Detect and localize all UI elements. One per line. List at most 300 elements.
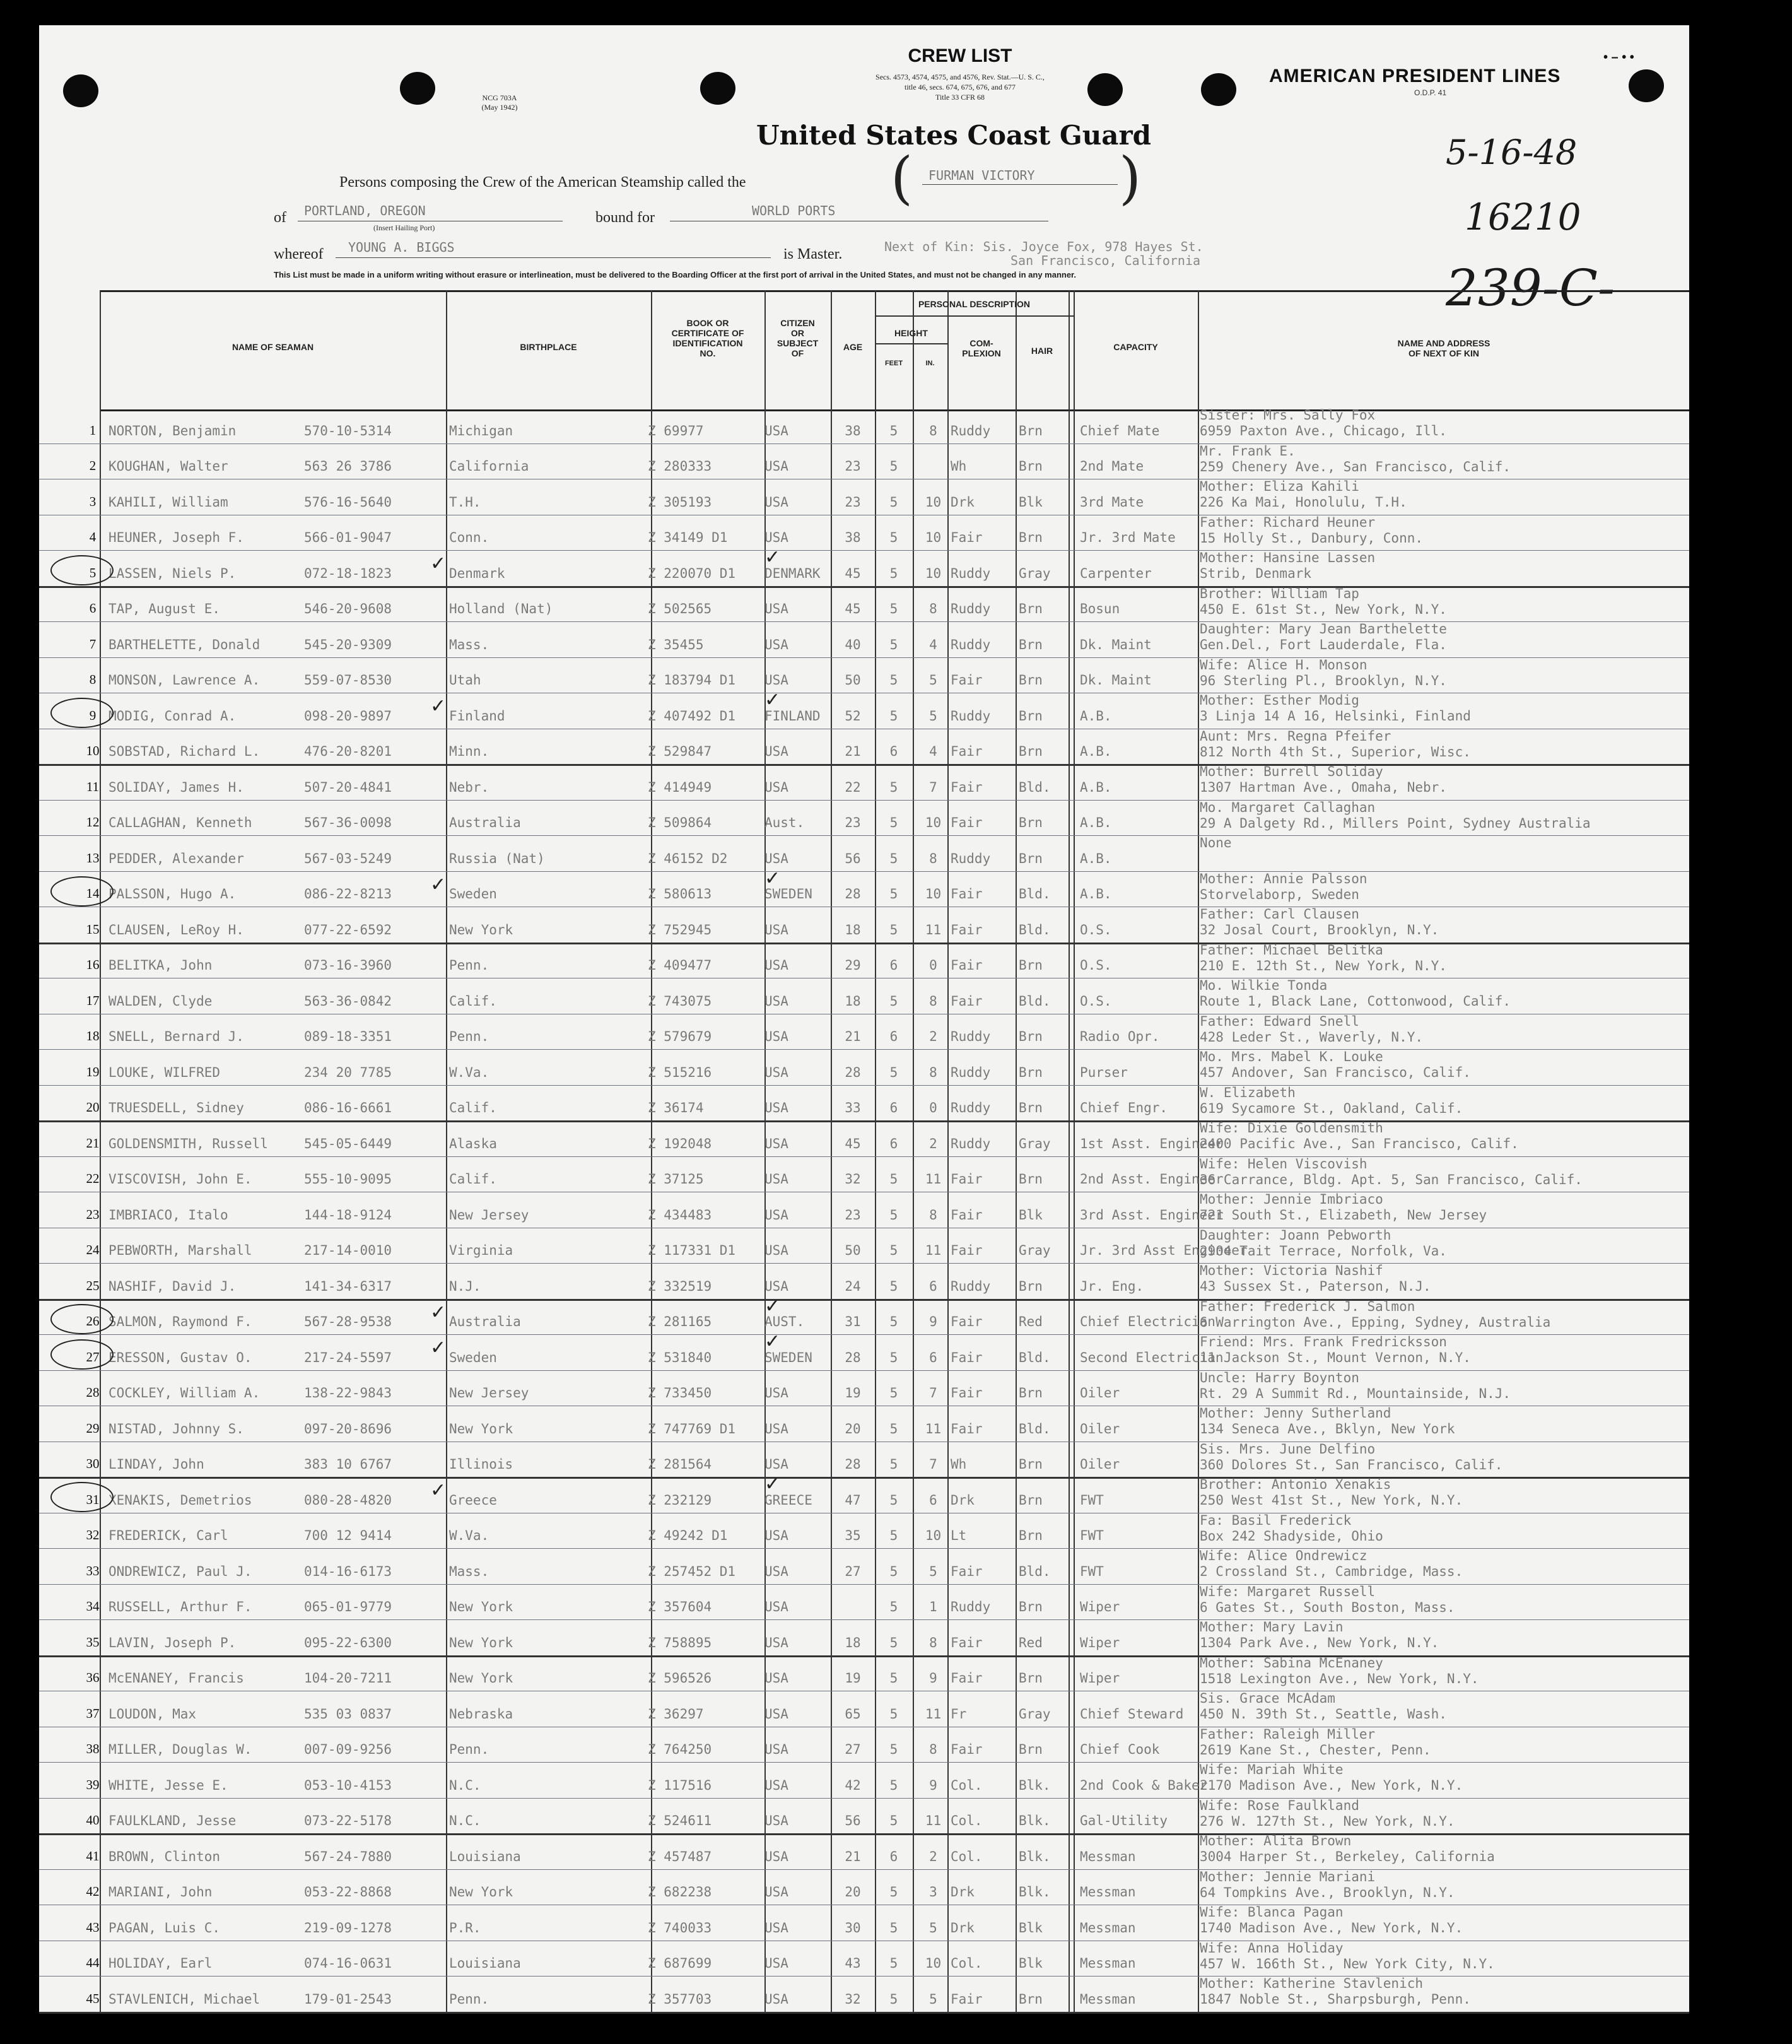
age: 19 bbox=[845, 1671, 861, 1686]
home-port: PORTLAND, OREGON bbox=[304, 203, 426, 218]
next-of-kin-address: 619 Sycamore St., Oakland, Calif. bbox=[1200, 1100, 1463, 1116]
row-number: 34 bbox=[86, 1599, 100, 1614]
hair: Brn bbox=[1019, 673, 1043, 688]
book-number: Z 409477 bbox=[648, 958, 712, 973]
height-feet: 5 bbox=[889, 494, 898, 510]
age: 18 bbox=[845, 993, 861, 1009]
row-number: 1 bbox=[89, 422, 97, 438]
age: 21 bbox=[845, 1029, 861, 1044]
social-security-number: 141-34-6317 bbox=[304, 1278, 392, 1294]
complexion: Fair bbox=[951, 1172, 983, 1187]
seaman-name: XENAKIS, Demetrios bbox=[108, 1492, 252, 1508]
age: 30 bbox=[845, 1920, 861, 1935]
next-of-kin-name: Wife: Margaret Russell bbox=[1200, 1583, 1376, 1599]
agency-title: United States Coast Guard bbox=[756, 120, 1151, 151]
hair: Blk. bbox=[1019, 1884, 1051, 1900]
seaman-name: NASHIF, David J. bbox=[108, 1278, 237, 1294]
next-of-kin-name: Mother: Katherine Stavlenich bbox=[1200, 1976, 1424, 1991]
bracket-left: ( bbox=[891, 145, 913, 211]
capacity: Gal-Utility bbox=[1080, 1813, 1168, 1828]
seaman-name: ERESSON, Gustav O. bbox=[108, 1349, 252, 1365]
seaman-name: LOUDON, Max bbox=[108, 1706, 197, 1722]
check-mark-icon: ✓ bbox=[430, 1301, 447, 1324]
row-number: 24 bbox=[86, 1242, 100, 1257]
next-of-kin-name: Wife: Anna Holiday bbox=[1200, 1940, 1344, 1956]
next-of-kin-name: Father: Edward Snell bbox=[1200, 1013, 1359, 1029]
check-mark-icon: ✓ bbox=[764, 1473, 781, 1495]
seaman-name: SOBSTAD, Richard L. bbox=[108, 744, 261, 759]
next-of-kin-name: Father: Carl Clausen bbox=[1200, 907, 1359, 922]
complexion: Ruddy bbox=[951, 637, 991, 652]
complexion: Fair bbox=[951, 886, 983, 902]
hair: Gray bbox=[1019, 1136, 1051, 1151]
birthplace: New York bbox=[449, 1671, 513, 1686]
book-number: Z 183794 D1 bbox=[648, 673, 736, 688]
height-inches: 11 bbox=[925, 1421, 942, 1436]
citizenship: USA bbox=[764, 1848, 788, 1864]
social-security-number: 546-20-9608 bbox=[304, 601, 392, 616]
birthplace: W.Va. bbox=[449, 1528, 489, 1543]
header-next-of-kin: NAME AND ADDRESS OF NEXT OF KIN bbox=[1397, 338, 1490, 358]
book-number: Z 524611 bbox=[648, 1813, 712, 1828]
citizenship: USA bbox=[764, 1100, 788, 1115]
height-inches: 8 bbox=[929, 1064, 937, 1080]
hair: Brn bbox=[1019, 530, 1043, 545]
complexion: Lt bbox=[951, 1528, 967, 1543]
complexion: Fair bbox=[951, 1349, 983, 1365]
table-row bbox=[39, 764, 1689, 801]
book-number: Z 747769 D1 bbox=[648, 1421, 736, 1436]
book-number: Z 35455 bbox=[648, 637, 704, 652]
height-feet: 5 bbox=[889, 1349, 898, 1365]
height-feet: 5 bbox=[889, 1671, 898, 1686]
height-inches: 8 bbox=[929, 850, 937, 866]
row-number: 31 bbox=[86, 1491, 100, 1507]
capacity: 1st Asst. Engineer bbox=[1080, 1136, 1224, 1151]
next-of-kin-address: 450 E. 61st St., New York, N.Y. bbox=[1200, 601, 1447, 617]
row-number: 27 bbox=[86, 1349, 100, 1365]
age: 65 bbox=[845, 1706, 861, 1722]
capacity: A.B. bbox=[1080, 815, 1112, 830]
hair: Bld. bbox=[1019, 922, 1051, 937]
birthplace: W.Va. bbox=[449, 1064, 489, 1080]
height-feet: 5 bbox=[889, 673, 898, 688]
destination: WORLD PORTS bbox=[752, 203, 836, 218]
crew-list-document bbox=[39, 25, 1689, 2012]
next-of-kin-address: 134 Seneca Ave., Bklyn, New York bbox=[1200, 1421, 1455, 1436]
book-number: Z 220070 D1 bbox=[648, 565, 736, 581]
company-stamp: AMERICAN PRESIDENT LINES bbox=[1269, 66, 1561, 86]
book-number: Z 502565 bbox=[648, 601, 712, 616]
next-of-kin-address: 96 Sterling Pl., Brooklyn, N.Y. bbox=[1200, 673, 1447, 688]
table-row bbox=[39, 621, 1689, 658]
hair: Blk bbox=[1019, 494, 1043, 510]
header-inches: IN. bbox=[925, 360, 935, 367]
whereof-label: whereof bbox=[274, 246, 324, 262]
social-security-number: 095-22-6300 bbox=[304, 1635, 392, 1650]
complexion: Drk bbox=[951, 1920, 975, 1935]
header-book: BOOK OR CERTIFICATE OF IDENTIFICATION NO. bbox=[671, 318, 744, 358]
height-feet: 5 bbox=[889, 637, 898, 652]
birthplace: N.J. bbox=[449, 1278, 481, 1294]
height-inches: 0 bbox=[929, 1100, 937, 1115]
social-security-number: 098-20-9897 bbox=[304, 708, 392, 724]
age: 19 bbox=[845, 1385, 861, 1401]
height-inches: 5 bbox=[929, 1563, 937, 1579]
birthplace: Calif. bbox=[449, 993, 497, 1009]
birthplace: New Jersey bbox=[449, 1385, 529, 1401]
table-row bbox=[39, 1798, 1689, 1836]
seaman-name: SALMON, Raymond F. bbox=[108, 1314, 252, 1329]
social-security-number: 086-22-8213 bbox=[304, 886, 392, 902]
table-row bbox=[39, 1049, 1689, 1086]
row-number: 29 bbox=[86, 1420, 100, 1436]
header-rule bbox=[875, 315, 1074, 317]
birthplace: New York bbox=[449, 1599, 513, 1614]
birthplace: Sweden bbox=[449, 1349, 497, 1365]
next-of-kin-address: 1304 Park Ave., New York, N.Y. bbox=[1200, 1635, 1439, 1650]
book-number: Z 531840 bbox=[648, 1349, 712, 1365]
complexion: Col. bbox=[951, 1777, 983, 1793]
book-number: Z 117331 D1 bbox=[648, 1243, 736, 1258]
social-security-number: 053-22-8868 bbox=[304, 1884, 392, 1900]
height-inches: 10 bbox=[925, 530, 942, 545]
seaman-name: BELITKA, John bbox=[108, 958, 213, 973]
height-feet: 5 bbox=[889, 1884, 898, 1900]
age: 22 bbox=[845, 779, 861, 795]
seaman-name: NISTAD, Johnny S. bbox=[108, 1421, 244, 1436]
hair: Bld. bbox=[1019, 993, 1051, 1009]
hair: Brn bbox=[1019, 637, 1043, 652]
table-row bbox=[39, 907, 1689, 944]
seaman-name: PAGAN, Luis C. bbox=[108, 1920, 221, 1935]
birthplace: Mass. bbox=[449, 637, 489, 652]
seaman-name: LASSEN, Niels P. bbox=[108, 565, 237, 581]
book-number: Z 758895 bbox=[648, 1635, 712, 1650]
next-of-kin-address: Gen.Del., Fort Lauderdale, Fla. bbox=[1200, 637, 1447, 652]
punch-hole bbox=[1629, 69, 1664, 102]
height-inches: 5 bbox=[929, 1991, 937, 2007]
complexion: Fair bbox=[951, 1991, 983, 2007]
seaman-name: HEUNER, Joseph F. bbox=[108, 530, 244, 545]
citizenship: USA bbox=[764, 850, 788, 866]
birthplace: Utah bbox=[449, 673, 481, 688]
age: 38 bbox=[845, 530, 861, 545]
capacity: Oiler bbox=[1080, 1421, 1120, 1436]
citizenship: USA bbox=[764, 1457, 788, 1472]
height-feet: 5 bbox=[889, 1278, 898, 1294]
header-personal-description: PERSONAL DESCRIPTION bbox=[918, 299, 1031, 309]
social-security-number: 563 26 3786 bbox=[304, 459, 392, 474]
row-number: 37 bbox=[86, 1705, 100, 1721]
complexion: Drk bbox=[951, 1492, 975, 1508]
social-security-number: 545-20-9309 bbox=[304, 637, 392, 652]
next-of-kin-name: Wife: Helen Viscovish bbox=[1200, 1156, 1367, 1172]
citizenship: Aust. bbox=[764, 815, 805, 830]
next-of-kin-address: 259 Chenery Ave., San Francisco, Calif. bbox=[1200, 459, 1511, 474]
next-of-kin-address: 2 Crossland St., Cambridge, Mass. bbox=[1200, 1564, 1463, 1579]
citizenship: USA bbox=[764, 922, 788, 937]
check-mark-icon: ✓ bbox=[430, 873, 447, 896]
next-of-kin-name: Father: Raleigh Miller bbox=[1200, 1726, 1376, 1742]
capacity: Jr. Eng. bbox=[1080, 1278, 1144, 1294]
complexion: Col. bbox=[951, 1848, 983, 1864]
age: 24 bbox=[845, 1278, 861, 1294]
citizenship: USA bbox=[764, 637, 788, 652]
citizenship: USA bbox=[764, 1742, 788, 1757]
citizenship: USA bbox=[764, 530, 788, 545]
social-security-number: 014-16-6173 bbox=[304, 1563, 392, 1579]
book-number: Z 764250 bbox=[648, 1742, 712, 1757]
row-number: 11 bbox=[86, 778, 100, 794]
header-height: HEIGHT bbox=[894, 328, 928, 338]
citizenship: USA bbox=[764, 1813, 788, 1828]
hair: Brn bbox=[1019, 958, 1043, 973]
citizenship: SWEDEN bbox=[764, 886, 812, 902]
height-feet: 5 bbox=[889, 1742, 898, 1757]
seaman-name: MONSON, Lawrence A. bbox=[108, 673, 261, 688]
next-of-kin-name: Sis. Grace McAdam bbox=[1200, 1691, 1335, 1706]
circled-row-marker bbox=[50, 1482, 114, 1512]
next-of-kin-name: Uncle: Harry Boynton bbox=[1200, 1370, 1359, 1385]
citizenship: USA bbox=[764, 1243, 788, 1258]
book-number: Z 117516 bbox=[648, 1777, 712, 1793]
birthplace: Greece bbox=[449, 1492, 497, 1508]
height-inches: 10 bbox=[925, 1528, 942, 1543]
birthplace: Calif. bbox=[449, 1172, 497, 1187]
complexion: Ruddy bbox=[951, 565, 991, 581]
complexion: Drk bbox=[951, 1884, 975, 1900]
hair: Brn bbox=[1019, 1385, 1043, 1401]
book-number: Z 49242 D1 bbox=[648, 1528, 728, 1543]
table-row bbox=[39, 443, 1689, 480]
hair: Brn bbox=[1019, 1671, 1043, 1686]
height-feet: 5 bbox=[889, 1956, 898, 1971]
table-row bbox=[39, 1442, 1689, 1479]
book-number: Z 232129 bbox=[648, 1492, 712, 1508]
row-number: 45 bbox=[86, 1990, 100, 2006]
social-security-number: 077-22-6592 bbox=[304, 922, 392, 937]
punch-hole bbox=[63, 74, 98, 107]
next-of-kin-name: Mo. Wilkie Tonda bbox=[1200, 978, 1328, 993]
height-inches: 3 bbox=[929, 1884, 937, 1900]
social-security-number: 567-24-7880 bbox=[304, 1848, 392, 1864]
social-security-number: 476-20-8201 bbox=[304, 744, 392, 759]
next-of-kin-address: 6959 Paxton Ave., Chicago, Ill. bbox=[1200, 423, 1447, 438]
table-row bbox=[39, 1976, 1689, 2014]
citizenship: USA bbox=[764, 1956, 788, 1971]
social-security-number: 570-10-5314 bbox=[304, 423, 392, 438]
height-inches: 9 bbox=[929, 1314, 937, 1329]
social-security-number: 144-18-9124 bbox=[304, 1207, 392, 1223]
height-inches: 11 bbox=[925, 922, 942, 937]
seaman-name: BROWN, Clinton bbox=[108, 1848, 221, 1864]
capacity: 2nd Asst. Engineer bbox=[1080, 1172, 1224, 1187]
social-security-number: 086-16-6661 bbox=[304, 1100, 392, 1115]
hair: Bld. bbox=[1019, 886, 1051, 902]
hair: Brn bbox=[1019, 1457, 1043, 1472]
table-row bbox=[39, 408, 1689, 444]
seaman-name: CALLAGHAN, Kenneth bbox=[108, 815, 252, 830]
next-of-kin-address: 721 South St., Elizabeth, New Jersey bbox=[1200, 1207, 1487, 1223]
next-of-kin-name: Mother: Jennie Imbriaco bbox=[1200, 1192, 1383, 1207]
next-of-kin-address: Storvelaborp, Sweden bbox=[1200, 886, 1359, 902]
punch-hole bbox=[400, 72, 435, 105]
hair: Brn bbox=[1019, 601, 1043, 616]
height-feet: 6 bbox=[889, 1848, 898, 1864]
table-row bbox=[39, 1370, 1689, 1407]
row-number: 7 bbox=[89, 636, 97, 652]
complexion: Fair bbox=[951, 1635, 983, 1650]
seaman-name: PEDDER, Alexander bbox=[108, 850, 244, 866]
height-feet: 5 bbox=[889, 779, 898, 795]
social-security-number: 217-14-0010 bbox=[304, 1243, 392, 1258]
table-row bbox=[39, 1905, 1689, 1941]
capacity: Jr. 3rd Asst Engineer bbox=[1080, 1243, 1248, 1258]
book-number: Z 457487 bbox=[648, 1848, 712, 1864]
capacity: Dk. Maint bbox=[1080, 673, 1152, 688]
height-feet: 5 bbox=[889, 1920, 898, 1935]
seaman-name: FAULKLAND, Jesse bbox=[108, 1813, 237, 1828]
seaman-name: SNELL, Bernard J. bbox=[108, 1029, 244, 1044]
birthplace: Virginia bbox=[449, 1243, 513, 1258]
book-number: Z 752945 bbox=[648, 922, 712, 937]
check-mark-icon: ✓ bbox=[764, 867, 781, 890]
seaman-name: STAVLENICH, Michael bbox=[108, 1991, 261, 2007]
social-security-number: 217-24-5597 bbox=[304, 1349, 392, 1365]
birthplace: N.C. bbox=[449, 1813, 481, 1828]
table-row bbox=[39, 1406, 1689, 1442]
height-inches: 6 bbox=[929, 1349, 937, 1365]
capacity: A.B. bbox=[1080, 886, 1112, 902]
table-row bbox=[39, 1584, 1689, 1621]
next-of-kin-name: Mother: Mary Lavin bbox=[1200, 1619, 1344, 1635]
table-row bbox=[39, 1691, 1689, 1727]
table-row bbox=[39, 1513, 1689, 1549]
height-inches: 11 bbox=[925, 1813, 942, 1828]
citizenship: USA bbox=[764, 1385, 788, 1401]
age: 45 bbox=[845, 565, 861, 581]
hair: Gray bbox=[1019, 565, 1051, 581]
circled-row-marker bbox=[50, 555, 114, 585]
birthplace: T.H. bbox=[449, 494, 481, 510]
table-row bbox=[39, 1330, 1689, 1371]
capacity: Messman bbox=[1080, 1991, 1136, 2007]
complexion: Col. bbox=[951, 1813, 983, 1828]
hair: Blk. bbox=[1019, 1848, 1051, 1864]
header-hair: HAIR bbox=[1031, 346, 1053, 356]
check-mark-icon: ✓ bbox=[430, 553, 447, 575]
book-number: Z 596526 bbox=[648, 1671, 712, 1686]
table-row bbox=[39, 1548, 1689, 1585]
social-security-number: 535 03 0837 bbox=[304, 1706, 392, 1722]
height-feet: 5 bbox=[889, 1991, 898, 2007]
age: 32 bbox=[845, 1991, 861, 2007]
check-mark-icon: ✓ bbox=[764, 689, 781, 711]
next-of-kin-address: 64 Tompkins Ave., Brooklyn, N.Y. bbox=[1200, 1884, 1455, 1900]
citizenship: USA bbox=[764, 494, 788, 510]
table-row bbox=[39, 657, 1689, 694]
citizenship: USA bbox=[764, 601, 788, 616]
height-inches: 2 bbox=[929, 1136, 937, 1151]
capacity: O.S. bbox=[1080, 993, 1112, 1009]
seaman-name: LINDAY, John bbox=[108, 1457, 204, 1472]
book-number: Z 281165 bbox=[648, 1314, 712, 1329]
next-of-kin-name: Daughter: Mary Jean Barthelette bbox=[1200, 621, 1447, 637]
citizenship: USA bbox=[764, 1278, 788, 1294]
row-number: 15 bbox=[86, 921, 100, 937]
birthplace: Minn. bbox=[449, 744, 489, 759]
social-security-number: 104-20-7211 bbox=[304, 1671, 392, 1686]
next-of-kin-name: Mother: Hansine Lassen bbox=[1200, 550, 1376, 565]
complexion: Fair bbox=[951, 744, 983, 759]
seaman-name: RUSSELL, Arthur F. bbox=[108, 1599, 252, 1614]
citizenship: USA bbox=[764, 1635, 788, 1650]
birthplace: Louisiana bbox=[449, 1848, 521, 1864]
citizenship: USA bbox=[764, 1599, 788, 1614]
citizenship: USA bbox=[764, 459, 788, 474]
capacity: A.B. bbox=[1080, 779, 1112, 795]
next-of-kin-address: 2619 Kane St., Chester, Penn. bbox=[1200, 1742, 1431, 1758]
complexion: Wh bbox=[951, 1457, 967, 1472]
table-row bbox=[39, 689, 1689, 729]
social-security-number: 065-01-9779 bbox=[304, 1599, 392, 1614]
capacity: Carpenter bbox=[1080, 565, 1152, 581]
capacity: FWT bbox=[1080, 1563, 1104, 1579]
next-of-kin-name: None bbox=[1200, 835, 1232, 850]
age: 23 bbox=[845, 494, 861, 510]
book-number: Z 357604 bbox=[648, 1599, 712, 1614]
table-row bbox=[39, 1156, 1689, 1193]
book-number: Z 280333 bbox=[648, 459, 712, 474]
social-security-number: 545-05-6449 bbox=[304, 1136, 392, 1151]
seaman-name: VISCOVISH, John E. bbox=[108, 1172, 252, 1187]
next-of-kin-address: 11 Jackson St., Mount Vernon, N.Y. bbox=[1200, 1350, 1471, 1365]
age: 42 bbox=[845, 1777, 861, 1793]
row-number: 26 bbox=[86, 1313, 100, 1329]
table-row bbox=[39, 1941, 1689, 1977]
birthplace: Alaska bbox=[449, 1136, 497, 1151]
height-feet: 5 bbox=[889, 1706, 898, 1722]
table-row bbox=[39, 1619, 1689, 1657]
height-feet: 5 bbox=[889, 1172, 898, 1187]
next-of-kin-address: 2904 Tait Terrace, Norfolk, Va. bbox=[1200, 1243, 1447, 1259]
age: 50 bbox=[845, 1243, 861, 1258]
hair: Brn bbox=[1019, 1599, 1043, 1614]
age: 27 bbox=[845, 1563, 861, 1579]
capacity: Messman bbox=[1080, 1884, 1136, 1900]
social-security-number: 073-16-3960 bbox=[304, 958, 392, 973]
height-inches: 4 bbox=[929, 637, 937, 652]
book-number: Z 434483 bbox=[648, 1207, 712, 1223]
complexion: Fair bbox=[951, 993, 983, 1009]
header-birthplace: BIRTHPLACE bbox=[520, 342, 577, 352]
next-of-kin-address: 43 Sussex St., Paterson, N.J. bbox=[1200, 1279, 1431, 1294]
social-security-number: 555-10-9095 bbox=[304, 1172, 392, 1187]
book-number: Z 743075 bbox=[648, 993, 712, 1009]
book-number: Z 509864 bbox=[648, 815, 712, 830]
complexion: Ruddy bbox=[951, 1599, 991, 1614]
table-row bbox=[39, 1869, 1689, 1906]
row-number: 5 bbox=[89, 565, 97, 580]
next-of-kin-name: Wife: Blanca Pagan bbox=[1200, 1905, 1344, 1920]
height-feet: 5 bbox=[889, 565, 898, 581]
age: 23 bbox=[845, 459, 861, 474]
row-number: 3 bbox=[89, 493, 97, 509]
citizenship: USA bbox=[764, 1064, 788, 1080]
next-of-kin-address: Route 1, Black Lane, Cottonwood, Calif. bbox=[1200, 994, 1511, 1009]
citizenship: USA bbox=[764, 1991, 788, 2007]
